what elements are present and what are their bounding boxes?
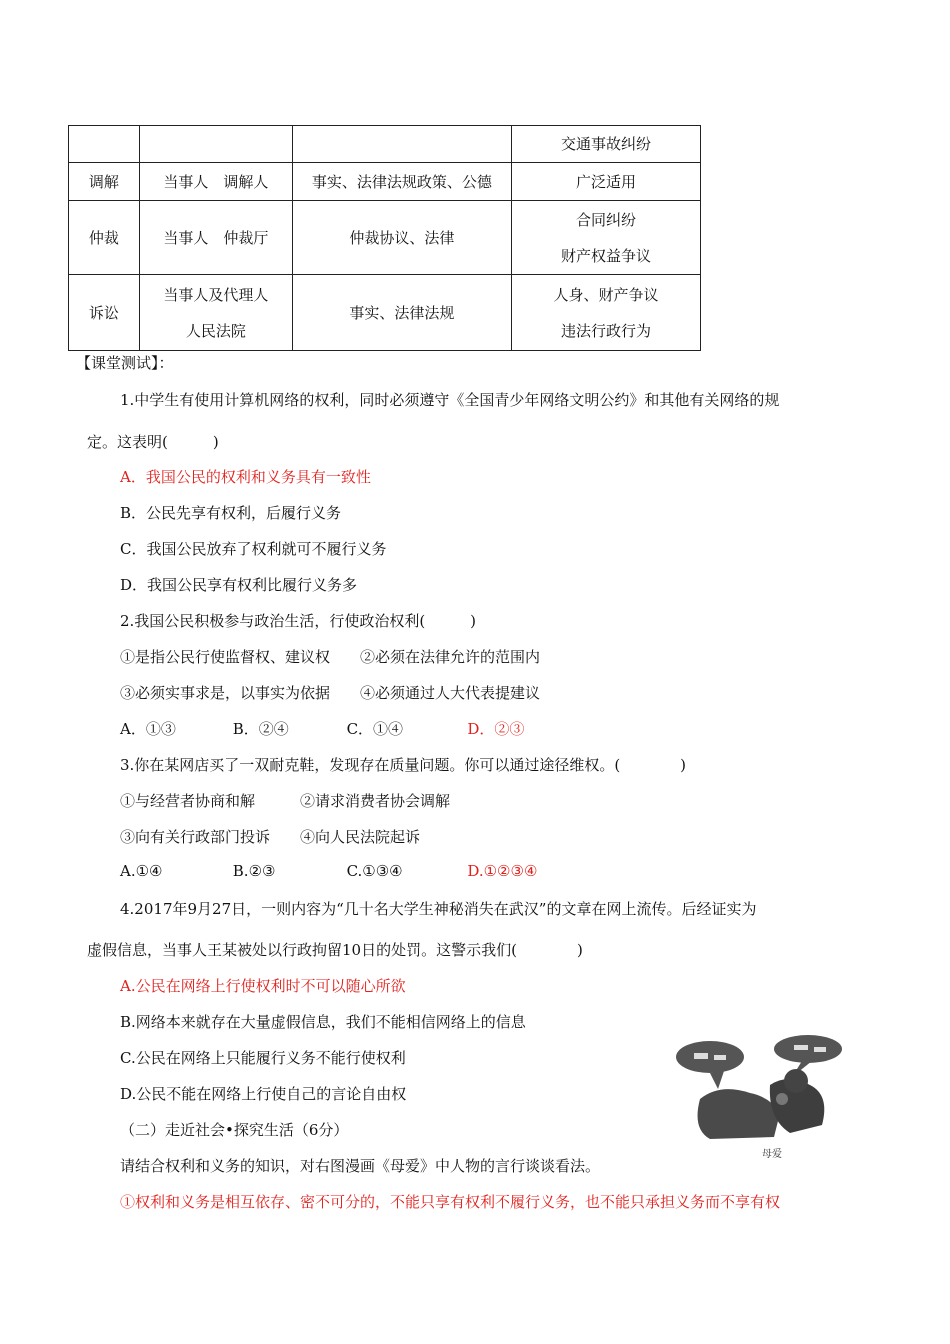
scope-line: 违法行政行为	[560, 321, 651, 340]
cartoon-image	[670, 1033, 870, 1163]
q1-stem-cont: 定。这表明( )	[87, 433, 219, 451]
scope-line: 人身、财产争议	[553, 285, 659, 304]
q2-options	[120, 718, 524, 739]
table-row	[69, 163, 701, 201]
table-cell-basis: 事实、法律法规政策、公德	[292, 163, 511, 201]
q1-option-b: B．公民先享有权利，后履行义务	[120, 504, 342, 522]
table-cell-scope	[511, 275, 700, 351]
q2-option-d: D．②③	[467, 720, 525, 738]
table-cell-basis: 事实、法律法规	[292, 275, 511, 351]
table-row	[69, 275, 701, 351]
table-row	[69, 126, 701, 163]
q3-option-c: C.①③④	[346, 862, 403, 880]
table-cell-scope	[511, 201, 700, 275]
q4-option-d: D.公民不能在网络上行使自己的言论自由权	[120, 1085, 407, 1103]
q1-option-c: C．我国公民放弃了权利就可不履行义务	[120, 540, 387, 558]
q4-option-c: C.公民在网络上只能履行义务不能行使权利	[120, 1049, 406, 1067]
table-cell-parties	[139, 275, 292, 351]
q1-stem: 1.中学生有使用计算机网络的权利，同时必须遵守《全国青少年网络文明公约》和其他有关网络的规	[120, 391, 780, 409]
q3-items-1: ①与经营者协商和解 ②请求消费者协会调解	[120, 792, 451, 810]
q3-option-b: B.②③	[232, 862, 276, 880]
q4-stem: 4.2017年9月27日，一则内容为“几十名大学生神秘消失在武汉”的文章在网上流传。后经证实为	[120, 900, 757, 918]
part2-answer: ①权利和义务是相互依存、密不可分的，不能只享有权利不履行义务，也不能只承担义务而不享有权	[120, 1193, 781, 1211]
table-cell-parties	[139, 126, 292, 163]
section-heading: 【课堂测试】：	[76, 354, 174, 372]
cartoon-caption: 母爱	[762, 1149, 782, 1160]
q2-option-c: C．①④	[346, 720, 404, 738]
scope-line: 合同纠纷	[575, 210, 636, 229]
q3-items-2: ③向有关行政部门投诉 ④向人民法院起诉	[120, 828, 421, 846]
table-cell-method: 仲裁	[69, 201, 140, 275]
parties-line: 当事人及代理人	[163, 285, 269, 304]
table-cell-parties: 当事人 调解人	[139, 163, 292, 201]
table-cell-method: 诉讼	[69, 275, 140, 351]
q3-stem: 3.你在某网店买了一双耐克鞋，发现存在质量问题。你可以通过途径维权。( )	[120, 756, 687, 774]
q1-option-a: A．我国公民的权利和义务具有一致性	[120, 468, 371, 486]
table-cell-parties: 当事人 仲裁厅	[139, 201, 292, 275]
q4-option-b: B.网络本来就存在大量虚假信息，我们不能相信网络上的信息	[120, 1013, 526, 1031]
part2-heading: （二）走近社会•探究生活（6分）	[120, 1121, 349, 1139]
q3-option-a: A.①④	[120, 862, 163, 880]
q2-option-a: A．①③	[120, 720, 176, 738]
q2-items-1: ①是指公民行使监督权、建议权 ②必须在法律允许的范围内	[120, 648, 541, 666]
table-cell-method	[69, 126, 140, 163]
cartoon-illustration	[670, 1033, 870, 1163]
q3-option-d: D.①②③④	[467, 862, 538, 880]
q4-option-a: A.公民在网络上行使权利时不可以随心所欲	[120, 977, 406, 995]
dispute-resolution-table	[68, 125, 701, 351]
q1-option-d: D．我国公民享有权利比履行义务多	[120, 576, 358, 594]
table-cell-method: 调解	[69, 163, 140, 201]
table-cell-scope: 交通事故纠纷	[511, 126, 700, 163]
q2-stem: 2.我国公民积极参与政治生活，行使政治权利( )	[120, 612, 477, 630]
table-cell-basis	[292, 126, 511, 163]
part2-prompt: 请结合权利和义务的知识，对右图漫画《母爱》中人物的言行谈谈看法。	[120, 1157, 601, 1175]
table-cell-basis: 仲裁协议、法律	[292, 201, 511, 275]
table-cell-scope: 广泛适用	[511, 163, 700, 201]
q3-options	[120, 862, 537, 880]
parties-line: 人民法院	[185, 321, 246, 340]
speech-bubble-left	[676, 1041, 744, 1073]
q2-option-b: B．②④	[232, 720, 289, 738]
table-row	[69, 201, 701, 275]
q2-items-2: ③必须实事求是，以事实为依据 ④必须通过人大代表提建议	[120, 684, 541, 702]
scope-line: 财产权益争议	[560, 246, 651, 265]
q4-stem-cont: 虚假信息，当事人王某被处以行政拘留10日的处罚。这警示我们( )	[87, 941, 583, 959]
